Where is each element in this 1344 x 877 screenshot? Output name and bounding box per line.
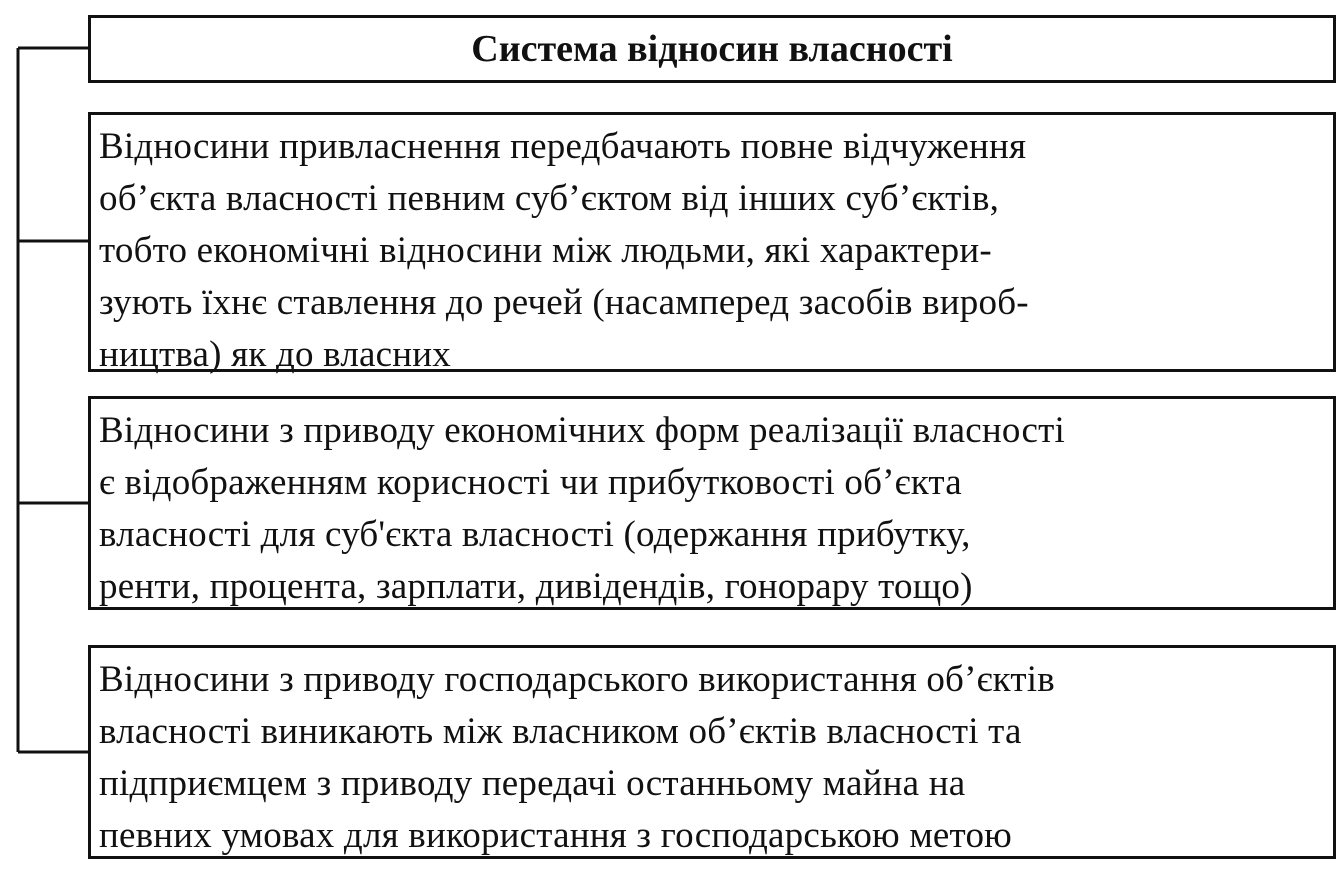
diagram-title-text: Система відносин власності bbox=[471, 28, 953, 70]
realization-forms-relations-box: Відносини з приводу економічних форм реалізації власності є відображенням корисності чи прибутковості об’єкта власності для суб'єкта власності (одержання прибутку, ренти, процента, зарплати, дивідендів, гонорару тощо) bbox=[88, 396, 1336, 610]
diagram-title bbox=[88, 15, 1336, 83]
appropriation-relations-box: Відносини привласнення передбачають повне відчуження об’єкта власності певним суб’єктом від інших суб’єктів, тобто економічні відносини між людьми, які характери- зують їхнє ставлення до речей (насамперед засобів вироб- ництва) як до власних bbox=[88, 112, 1336, 372]
economic-use-relations-box: Відносини з приводу господарського використання об’єктів власності виникають між власником об’єктів власності та підприємцем з приводу передачі останньому майна на певних умовах для використання з господарською метою bbox=[88, 645, 1336, 859]
